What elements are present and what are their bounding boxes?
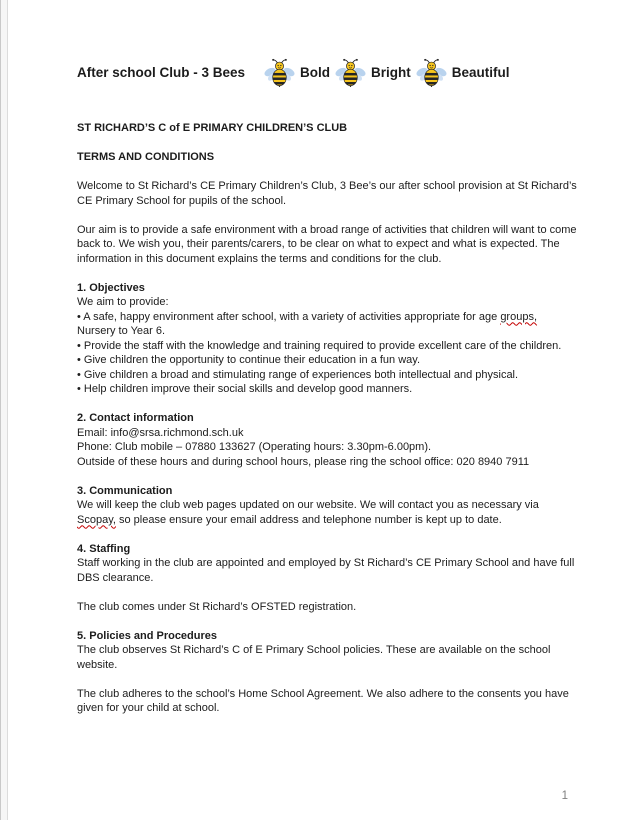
section-heading <box>77 281 578 296</box>
section-heading <box>77 629 578 644</box>
paragraph <box>77 556 578 585</box>
title-word-bright: Bright <box>371 65 411 80</box>
text-run: • Give children a broad and stimulating range of experiences both intellectual and physical. <box>77 368 519 381</box>
text-run: 3. Communication <box>77 484 173 497</box>
text-run: TERMS AND CONDITIONS <box>77 151 215 163</box>
text-run: • Help children improve their social skills and develop good manners. <box>77 383 413 395</box>
paragraph <box>77 223 578 267</box>
text-run: Staff working in the club are appointed and employed by St Richard’s CE Primary School and have full DBS clearance. <box>77 557 575 584</box>
paragraph <box>77 339 578 354</box>
page-number: 1 <box>561 790 568 802</box>
title-word-bold: Bold <box>300 65 331 80</box>
title-word-beautiful: Beautiful <box>451 65 510 80</box>
section-heading <box>77 150 578 165</box>
text-run: Nursery to Year 6. <box>77 325 166 337</box>
text-run: • A safe, happy environment after school, with a variety of activities appropriate for age <box>77 310 501 323</box>
paragraph <box>77 455 578 470</box>
page-edge-strip <box>0 0 8 820</box>
text-run: 1. Objectives <box>77 281 145 294</box>
paragraph <box>77 687 578 716</box>
section-heading <box>77 484 578 499</box>
text-run: Phone: Club mobile – 07880 133627 (Operating hours: 3.30pm-6.00pm). <box>77 441 432 453</box>
bee-clipart-icon <box>335 58 366 87</box>
text-run: The club adheres to the school’s Home School Agreement. We also adhere to the consents you have given for your child at school. <box>77 687 569 714</box>
text-run: 5. Policies and Procedures <box>77 629 218 642</box>
bee-clipart-icon <box>264 58 295 87</box>
text-run: The club observes St Richard’s C of E Primary School policies. These are available on the school website. <box>77 644 551 671</box>
paragraph <box>77 295 578 310</box>
paragraph <box>77 498 578 527</box>
text-run: • Give children the opportunity to continue their education in a fun way. <box>77 354 421 366</box>
paragraph <box>77 179 578 208</box>
paragraph <box>77 353 578 368</box>
section-heading <box>77 121 578 136</box>
text-run: We will keep the club web pages updated on our website. We will contact you as necessary via <box>77 499 539 511</box>
text-run: The club comes under St Richard’s OFSTED registration. <box>77 600 357 613</box>
title-text: After school Club - 3 Bees <box>77 65 246 80</box>
document-page <box>9 0 634 820</box>
bee-clipart-icon <box>416 58 447 87</box>
text-run: 2. Contact information <box>77 412 194 424</box>
text-run: We aim to provide: <box>77 296 169 308</box>
paragraph <box>77 600 578 615</box>
paragraph <box>77 368 578 383</box>
text-run: ST RICHARD’S C of E PRIMARY CHILDREN’S CLUB <box>77 122 348 134</box>
spellcheck-flagged-word: Scopay, <box>77 513 116 526</box>
section-heading <box>77 542 578 557</box>
text-run: Welcome to St Richard’s CE Primary Children’s Club, 3 Bee’s our after school provision at St Richard’s CE Primary School for pupils of the school. <box>77 180 577 207</box>
spellcheck-flagged-word: groups, <box>500 310 538 323</box>
text-run: Our aim is to provide a safe environment with a broad range of activities that children will want to come back to. We wish you, their parents/carers, to be clear on what to expect and what is expected. The information in this document explains the terms and conditions for the club. <box>77 223 577 265</box>
text-run: Email: info@srsa.richmond.sch.uk <box>77 426 244 439</box>
paragraph <box>77 382 578 397</box>
document-body <box>9 121 634 716</box>
text-run: 4. Staffing <box>77 542 131 555</box>
text-run: so please ensure your email address and telephone number is kept up to date. <box>115 513 502 526</box>
text-run: • Provide the staff with the knowledge and training required to provide excellent care of the children. <box>77 339 562 352</box>
paragraph <box>77 310 578 339</box>
text-run: Outside of these hours and during school hours, please ring the school office: 020 8940 7911 <box>77 455 530 468</box>
section-heading <box>77 411 578 426</box>
paragraph <box>77 426 578 441</box>
document-title-line <box>9 0 634 87</box>
paragraph <box>77 643 578 672</box>
paragraph <box>77 440 578 455</box>
